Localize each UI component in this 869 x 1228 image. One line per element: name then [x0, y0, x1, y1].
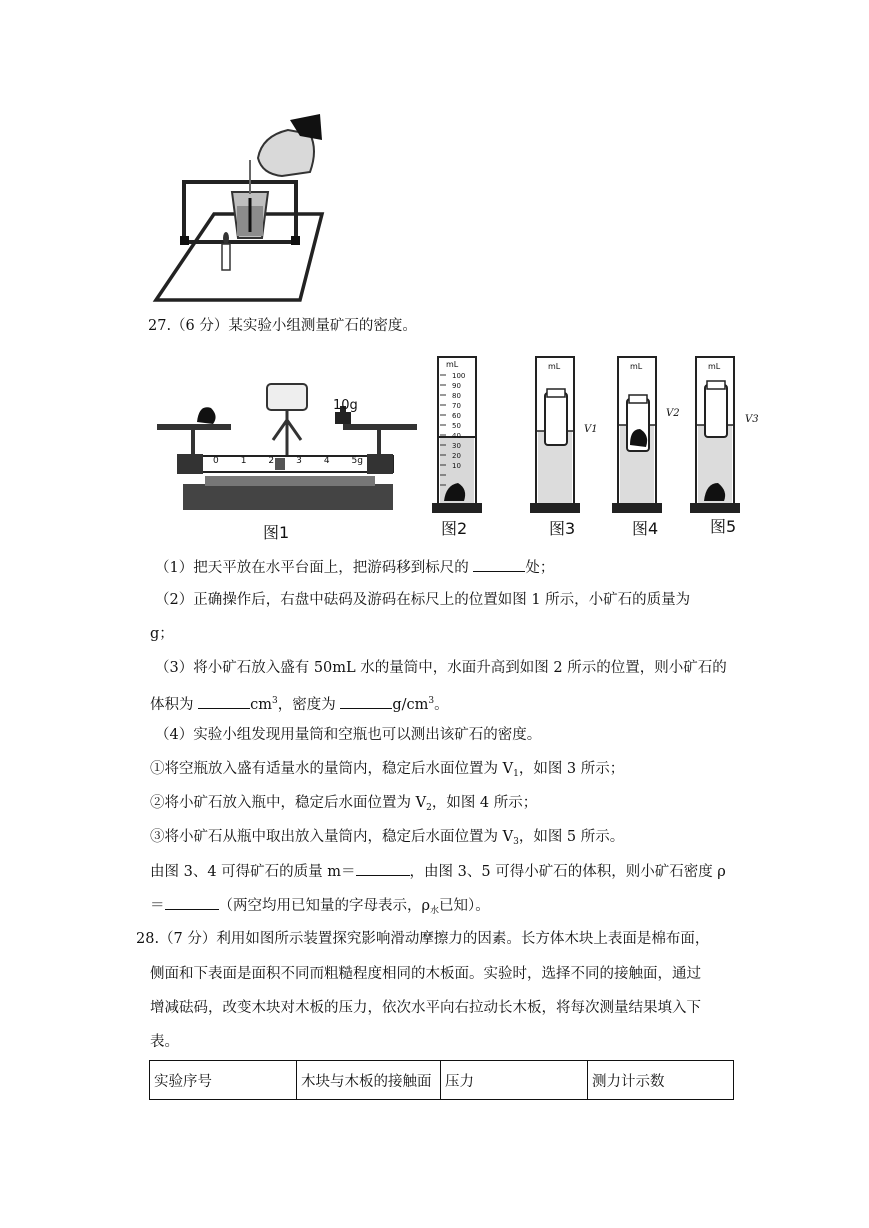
table-header-cell: 测力计示数 — [588, 1061, 734, 1100]
scale-tick: 20 — [452, 452, 461, 460]
superscript: 3 — [271, 696, 278, 706]
ruler-tick: 0 — [213, 456, 219, 466]
scale-tick: 30 — [452, 442, 461, 450]
ruler-unit: g — [357, 456, 363, 466]
q27-conclusion-line2 — [150, 895, 490, 921]
subscript: 1 — [513, 769, 519, 779]
q27-part3-line1: （3）将小矿石放入盛有 50mL 水的量筒中，水面升高到如图 2 所示的位置，则小矿石的 — [155, 660, 727, 676]
q28-line4: 表。 — [150, 1034, 179, 1050]
cylinder-fig3 — [530, 355, 580, 515]
subscript: 2 — [426, 803, 432, 813]
q27-conclusion-line1 — [150, 861, 726, 882]
q27-step2 — [150, 793, 537, 818]
scale-tick: 70 — [452, 402, 461, 410]
fig2-label: 图2 — [441, 519, 468, 538]
density-blank[interactable] — [340, 694, 392, 709]
scale-tick: 10 — [452, 462, 461, 470]
q28-line3: 增减砝码，改变木块对木板的压力，依次水平向右拉动长木板，将每次测量结果填入下 — [150, 1000, 701, 1016]
text: 已知）。 — [439, 898, 490, 914]
cylinder-fig4 — [612, 355, 662, 515]
text: （1）把天平放在水平台面上，把游码移到标尺的 — [155, 560, 474, 576]
cylinder-fig5 — [690, 355, 740, 515]
q28-line1: 28.（7 分）利用如图所示装置探究影响滑动摩擦力的因素。长方体木块上表面是棉布面， — [136, 931, 710, 947]
text: ③将小矿石从瓶中取出放入量筒内，稳定后水面位置为 V — [150, 829, 514, 845]
text: ①将空瓶放入盛有适量水的量筒内，稳定后水面位置为 V — [150, 761, 514, 777]
q27-part2-line1: （2）正确操作后，右盘中砝码及游码在标尺上的位置如图 1 所示，小矿石的质量为 — [155, 592, 691, 608]
text: ，如图 5 所示。 — [518, 829, 625, 845]
text: 处； — [525, 560, 555, 576]
ruler-tick: 3 — [296, 456, 302, 466]
ruler-tick: 5 — [351, 456, 358, 466]
text: g/cm — [392, 697, 429, 713]
fig3-label: 图3 — [549, 519, 576, 538]
q27-title: 27.（6 分）某实验小组测量矿石的密度。 — [148, 318, 417, 334]
fig4-label: 图4 — [632, 519, 659, 538]
balance-figure — [155, 380, 425, 515]
text: 体积为 — [150, 697, 199, 713]
scale-tick: 50 — [452, 422, 461, 430]
table-header-cell: 实验序号 — [150, 1061, 297, 1100]
q27-part1 — [155, 557, 554, 578]
fig5-label: 图5 — [710, 517, 737, 536]
q27-step1 — [150, 759, 624, 784]
scale-tick: 100 — [452, 372, 466, 380]
table-header-cell: 压力 — [441, 1061, 588, 1100]
scale-tick: 90 — [452, 382, 461, 390]
ruler-tick: 4 — [323, 456, 330, 466]
q27-part4: （4）实验小组发现用量筒和空瓶也可以测出该矿石的密度。 — [155, 727, 542, 743]
table-header-cell: 木块与木板的接触面 — [297, 1061, 441, 1100]
scale-tick: 40 — [452, 432, 461, 440]
text: ，密度为 — [277, 697, 341, 713]
superscript: 3 — [428, 696, 435, 706]
fig1-label: 图1 — [263, 523, 290, 542]
text: ②将小矿石放入瓶中，稳定后水面位置为 V — [150, 795, 427, 811]
q28-table — [149, 1060, 734, 1100]
scale-tick: 60 — [452, 412, 461, 420]
fig3-unit: mL — [548, 362, 561, 371]
text: ，如图 3 所示； — [518, 761, 625, 777]
text: （两空均用已知量的字母表示，ρ — [218, 898, 431, 914]
fig5-unit: mL — [708, 362, 721, 371]
weight-label: 10g — [333, 398, 358, 413]
scale-tick: 80 — [452, 392, 461, 400]
v2-label: V2 — [666, 408, 680, 419]
ruler-tick: 2 — [268, 456, 275, 466]
q27-part2-line2: g； — [150, 626, 174, 642]
answer-blank[interactable] — [473, 557, 525, 572]
text: cm — [250, 697, 272, 713]
fig2-unit: mL — [446, 360, 459, 369]
v1-label: V1 — [584, 424, 598, 435]
fig2-scale — [452, 371, 465, 471]
q28-line2: 侧面和下表面是面积不同而粗糙程度相同的木板面。实验时，选择不同的接触面，通过 — [150, 966, 701, 982]
text: 由图 3、4 可得矿石的质量 m＝ — [150, 864, 356, 880]
subscript: 水 — [430, 906, 440, 916]
q27-step3 — [150, 827, 624, 852]
rho-blank[interactable] — [165, 895, 219, 910]
heating-apparatus-figure — [150, 110, 330, 305]
v3-label: V3 — [745, 414, 759, 425]
text: ，由图 3、5 可得小矿石的体积，则小矿石密度 ρ — [409, 864, 726, 880]
volume-blank[interactable] — [198, 694, 250, 709]
table-header-row — [150, 1061, 734, 1100]
q27-part3-line2 — [150, 691, 449, 715]
subscript: 3 — [513, 837, 519, 847]
fig4-unit: mL — [630, 362, 643, 371]
text: ＝ — [150, 898, 165, 914]
mass-blank[interactable] — [356, 861, 410, 876]
text: ，如图 4 所示； — [431, 795, 538, 811]
ruler-tick: 1 — [240, 456, 247, 466]
text: 。 — [434, 697, 449, 713]
ruler-scale — [213, 456, 363, 466]
